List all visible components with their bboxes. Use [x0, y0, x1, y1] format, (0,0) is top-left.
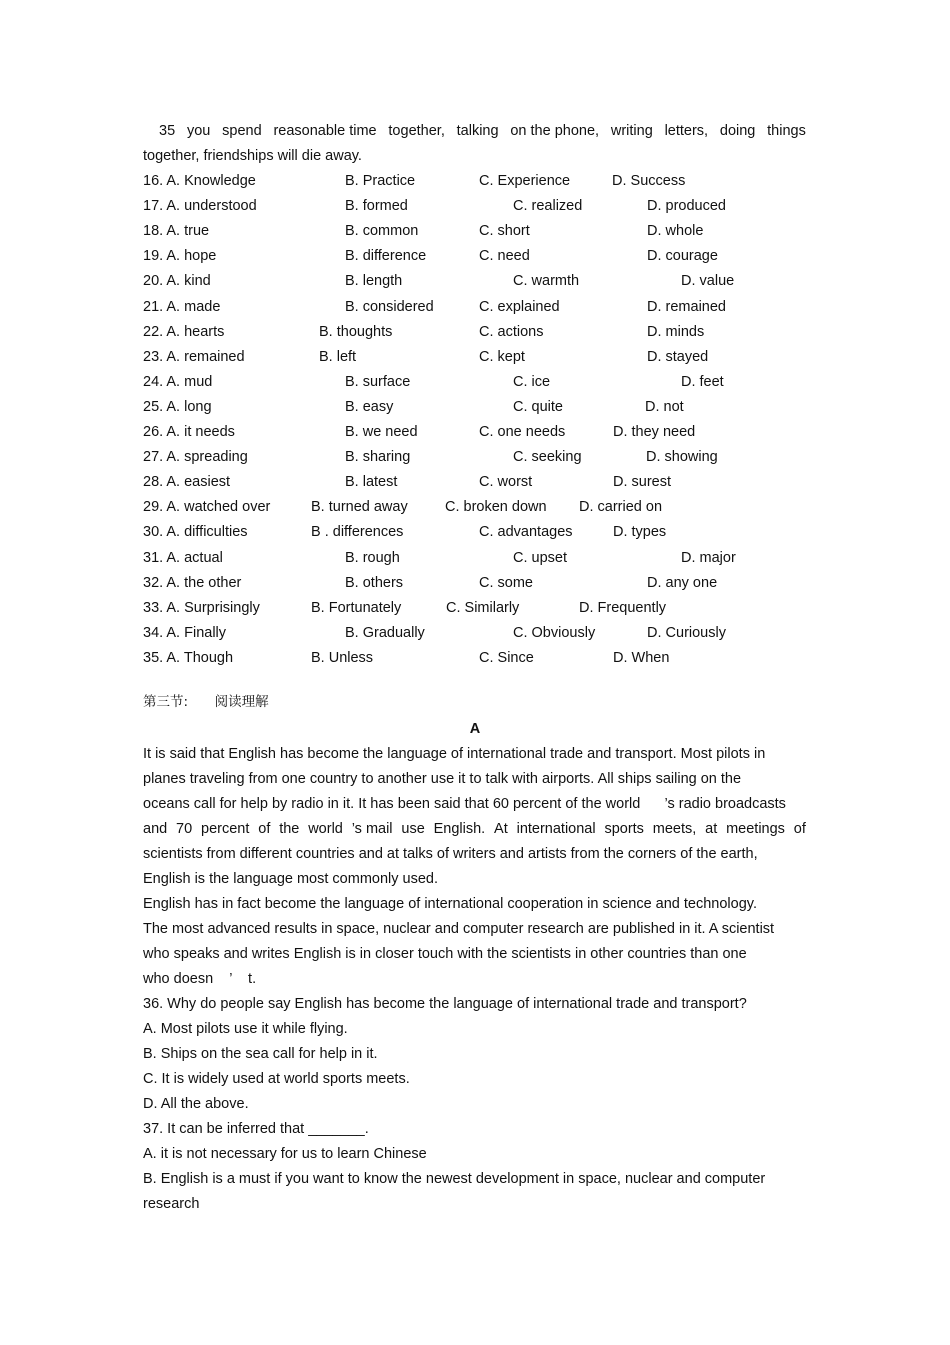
- option-a: 16. A. Knowledge: [143, 173, 256, 189]
- option-b: B. Fortunately: [311, 600, 402, 616]
- option-b: B . differences: [311, 524, 404, 540]
- option-a: 23. A. remained: [143, 349, 245, 365]
- passage-word: world: [308, 821, 343, 837]
- cloze-word: doing: [719, 123, 756, 139]
- q36-option-a: A. Most pilots use it while flying.: [143, 1021, 348, 1037]
- q36-stem: 36. Why do people say English has become the language of international trade and transport?: [143, 996, 747, 1012]
- option-b: B. surface: [345, 374, 411, 390]
- option-c: C. quite: [513, 399, 563, 415]
- option-d: D. not: [645, 399, 684, 415]
- passage-line: It is said that English has become the language of international trade and transport. Most pilots in: [143, 746, 766, 762]
- option-a: 33. A. Surprisingly: [143, 600, 260, 616]
- q36-option-d: D. All the above.: [143, 1096, 249, 1112]
- option-a: 30. A. difficulties: [143, 524, 248, 540]
- option-b: B. common: [345, 223, 419, 239]
- option-a: 19. A. hope: [143, 248, 217, 264]
- option-d: D. major: [681, 550, 736, 566]
- cloze-word: things: [767, 123, 806, 139]
- option-b: B. rough: [345, 550, 400, 566]
- option-b: B. difference: [345, 248, 427, 264]
- option-a: 18. A. true: [143, 223, 210, 239]
- cloze-word: writing: [610, 123, 653, 139]
- option-a: 32. A. the other: [143, 575, 242, 591]
- option-d: D. types: [613, 524, 667, 540]
- option-a: 20. A. kind: [143, 273, 211, 289]
- q37-option-b-continued: research: [143, 1196, 200, 1212]
- option-b: B. Practice: [345, 173, 416, 189]
- option-b: B. considered: [345, 299, 434, 315]
- q37-stem: 37. It can be inferred that _______.: [143, 1121, 369, 1137]
- cloze-word: 35: [159, 123, 176, 139]
- passage-line: planes traveling from one country to another use it to talk with airports. All ships sailing on the: [143, 771, 742, 787]
- option-b: B. thoughts: [319, 324, 393, 340]
- option-b: B. latest: [345, 474, 398, 490]
- option-d: D. courage: [647, 248, 718, 264]
- option-c: C. explained: [479, 299, 560, 315]
- option-b: B. we need: [345, 424, 418, 440]
- passage-word: and: [143, 821, 168, 837]
- option-c: C. ice: [513, 374, 551, 390]
- option-c: C. some: [479, 575, 533, 591]
- cloze-word: you: [186, 123, 211, 139]
- option-b: B. Unless: [311, 650, 374, 666]
- option-b: B. left: [319, 349, 357, 365]
- q36-option-c: C. It is widely used at world sports meets.: [143, 1071, 410, 1087]
- option-a: 17. A. understood: [143, 198, 257, 214]
- passage-title: A: [469, 721, 481, 737]
- option-a: 21. A. made: [143, 299, 221, 315]
- passage-word: ’s mail: [351, 821, 393, 837]
- passage-word: meetings: [726, 821, 785, 837]
- passage-word: use: [401, 821, 425, 837]
- option-d: D. showing: [646, 449, 718, 465]
- passage-word: the: [279, 821, 300, 837]
- option-d: D. carried on: [579, 499, 663, 515]
- option-b: B. easy: [345, 399, 394, 415]
- option-b: B. sharing: [345, 449, 411, 465]
- option-d: D. When: [613, 650, 670, 666]
- option-c: C. short: [479, 223, 530, 239]
- passage-line: English has in fact become the language of international cooperation in science and technology.: [143, 896, 757, 912]
- option-c: C. one needs: [479, 424, 566, 440]
- section-heading: [143, 696, 269, 710]
- passage-line: The most advanced results in space, nuclear and computer research are published in it. A scientist: [143, 921, 775, 937]
- option-c: C. realized: [513, 198, 583, 214]
- option-c: C. advantages: [479, 524, 573, 540]
- option-c: C. warmth: [513, 273, 580, 289]
- passage-line: who doesn ’ t.: [143, 971, 257, 987]
- option-d: D. minds: [647, 324, 705, 340]
- cloze-word: letters,: [664, 123, 709, 139]
- passage-word: meets,: [652, 821, 697, 837]
- section-label: 第三节:: [143, 694, 189, 710]
- passage-word: at: [705, 821, 718, 837]
- option-a: 29. A. watched over: [143, 499, 271, 515]
- option-a: 28. A. easiest: [143, 474, 231, 490]
- passage-word: of: [258, 821, 271, 837]
- option-d: D. any one: [647, 575, 718, 591]
- cloze-word: on the phone,: [510, 123, 600, 139]
- option-d: D. value: [681, 273, 735, 289]
- option-d: D. Success: [612, 173, 686, 189]
- option-a: 34. A. Finally: [143, 625, 227, 641]
- cloze-word: together,: [388, 123, 445, 139]
- passage-line: [143, 822, 806, 837]
- option-d: D. produced: [647, 198, 726, 214]
- passage-line: who speaks and writes English is in closer touch with the scientists in other countries than one: [143, 946, 747, 962]
- option-d: D. whole: [647, 223, 704, 239]
- passage-word: sports: [604, 821, 644, 837]
- cloze-tail-line-1: [159, 124, 806, 139]
- option-c: C. Since: [479, 650, 534, 666]
- passage-word: 70: [176, 821, 193, 837]
- option-b: B. formed: [345, 198, 408, 214]
- passage-word: At: [494, 821, 508, 837]
- option-b: B. others: [345, 575, 404, 591]
- option-a: 25. A. long: [143, 399, 212, 415]
- cloze-word: spend: [222, 123, 262, 139]
- option-c: C. actions: [479, 324, 544, 340]
- passage-word: of: [793, 821, 806, 837]
- option-b: B. length: [345, 273, 403, 289]
- cloze-word: talking: [456, 123, 499, 139]
- option-d: D. feet: [681, 374, 724, 390]
- option-d: D. surest: [613, 474, 672, 490]
- passage-word: international: [516, 821, 596, 837]
- option-d: D. they need: [613, 424, 696, 440]
- option-c: C. seeking: [513, 449, 582, 465]
- option-c: C. Similarly: [446, 600, 520, 616]
- option-c: C. need: [479, 248, 530, 264]
- passage-line: English is the language most commonly used.: [143, 871, 438, 887]
- option-c: C. broken down: [445, 499, 547, 515]
- option-a: 27. A. spreading: [143, 449, 248, 465]
- q36-option-b: B. Ships on the sea call for help in it.: [143, 1046, 378, 1062]
- option-a: 35. A. Though: [143, 650, 234, 666]
- option-a: 24. A. mud: [143, 374, 213, 390]
- option-d: D. Curiously: [647, 625, 726, 641]
- option-c: C. Obviously: [513, 625, 596, 641]
- passage-line: scientists from different countries and at talks of writers and artists from the corners of the earth,: [143, 846, 758, 862]
- option-d: D. stayed: [647, 349, 709, 365]
- q37-option-b: B. English is a must if you want to know the newest development in space, nuclear and computer: [143, 1171, 766, 1187]
- passage-word: English.: [433, 821, 486, 837]
- cloze-word: reasonable time: [273, 123, 377, 139]
- option-a: 22. A. hearts: [143, 324, 225, 340]
- option-c: C. Experience: [479, 173, 571, 189]
- option-d: D. Frequently: [579, 600, 667, 616]
- option-a: 31. A. actual: [143, 550, 223, 566]
- passage-word: percent: [201, 821, 250, 837]
- option-b: B. Gradually: [345, 625, 425, 641]
- q37-option-a: A. it is not necessary for us to learn Chinese: [143, 1146, 427, 1162]
- cloze-tail-line-2: together, friendships will die away.: [143, 148, 362, 164]
- option-d: D. remained: [647, 299, 726, 315]
- option-c: C. worst: [479, 474, 533, 490]
- option-c: C. upset: [513, 550, 567, 566]
- passage-line: oceans call for help by radio in it. It has been said that 60 percent of the world ’s radio broadcasts: [143, 796, 786, 812]
- option-b: B. turned away: [311, 499, 408, 515]
- option-c: C. kept: [479, 349, 525, 365]
- section-title: 阅读理解: [214, 694, 269, 710]
- option-a: 26. A. it needs: [143, 424, 235, 440]
